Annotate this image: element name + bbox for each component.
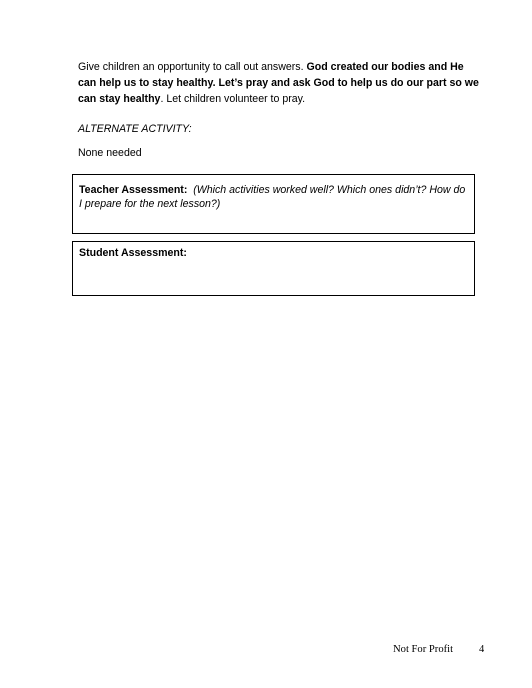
alternate-activity-text: None needed [78,147,142,159]
paragraph-intro-text: Give children an opportunity to call out answers. [78,61,307,73]
student-assessment-label: Student Assessment: [79,247,187,259]
page-number: 4 [479,644,485,652]
alternate-activity-heading: ALTERNATE ACTIVITY: [78,123,192,135]
student-assessment-content [79,246,467,260]
prayer-instructions-paragraph [78,59,483,107]
teacher-assessment-prompt: (Which activities worked well? Which ones didn’t? How do I prepare for the next lesson?) [79,184,466,210]
paragraph-bold-prayer-text: God created our bodies and He can help us to stay healthy. Let’s pray and ask God to help us do our part so we can stay healthy [78,61,479,105]
teacher-assessment-content [79,183,467,211]
footer-note: Not For Profit [393,644,454,652]
student-assessment-box[interactable] [72,241,475,296]
teacher-assessment-box[interactable] [72,174,475,234]
teacher-assessment-label: Teacher Assessment: [79,184,188,196]
paragraph-closing-text: . Let children volunteer to pray. [160,93,306,105]
